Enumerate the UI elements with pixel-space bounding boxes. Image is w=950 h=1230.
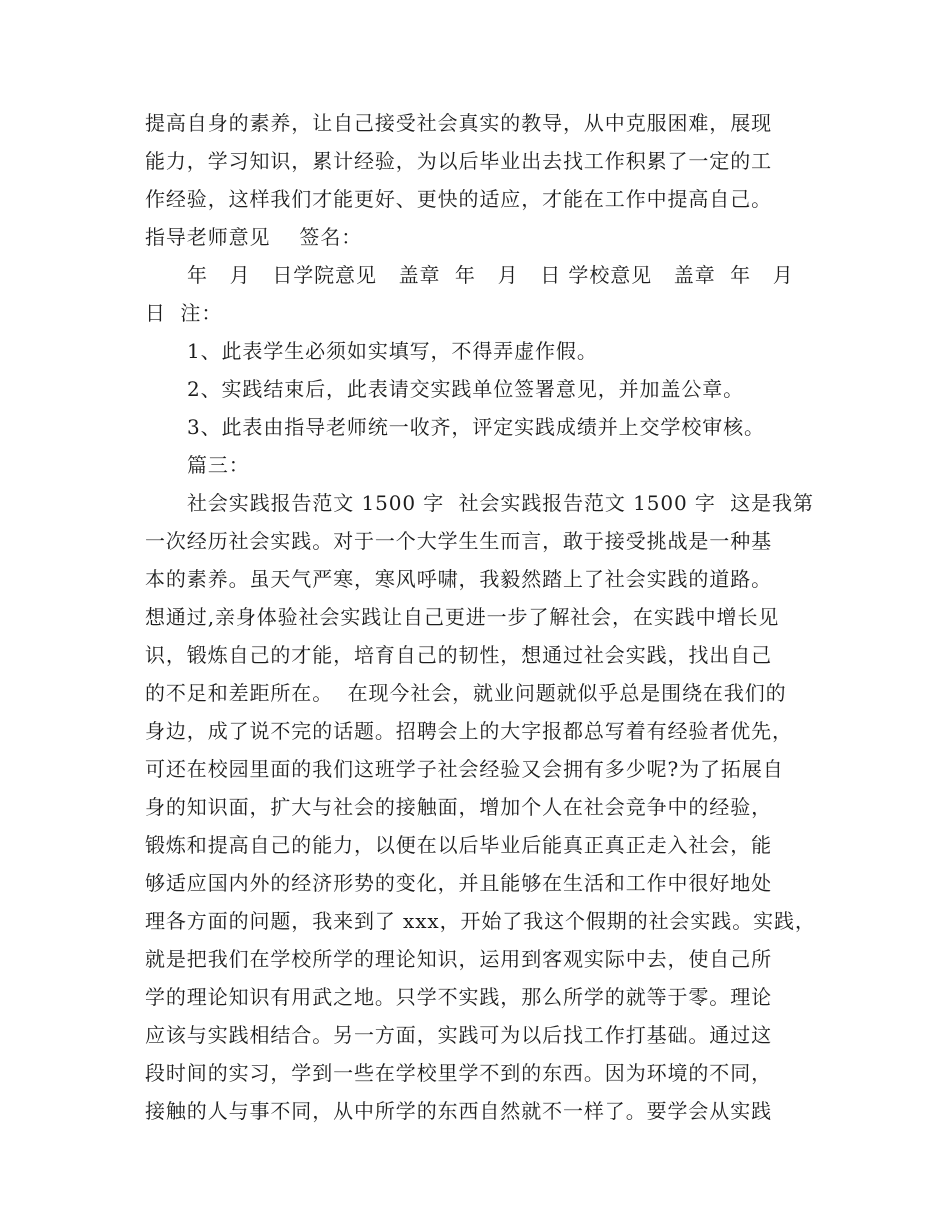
text-line: 就是把我们在学校所学的理论知识，运用到客观实际中去，使自己所 — [145, 947, 772, 971]
text-line: 的不足和差距所在。 在现今社会，就业问题就似乎总是围绕在我们的 — [145, 681, 787, 705]
text-line: 身边，成了说不完的话题。招聘会上的大字报都总写着有经验者优先， — [145, 719, 793, 743]
note-item: 3、此表由指导老师统一收齐，评定实践成绩并上交学校审核。 — [187, 415, 765, 439]
text-line: 段时间的实习，学到一些在学校里学不到的东西。因为环境的不同， — [145, 1061, 772, 1085]
text-line: 可还在校园里面的我们这班学子社会经验又会拥有多少呢?为了拓展自 — [145, 757, 784, 781]
text-line: 想通过,亲身体验社会实践让自己更进一步了解社会，在实践中增长见 — [145, 605, 780, 629]
text-line: 社会实践报告范文 1500 字 社会实践报告范文 1500 字 这是我第 — [187, 491, 814, 515]
section-heading: 篇三： — [187, 453, 250, 477]
text-line: 能力，学习知识，累计经验，为以后毕业出去找工作积累了一定的工 — [145, 149, 772, 173]
text-line: 识，锻炼自己的才能，培育自己的韧性，想通过社会实践，找出自己 — [145, 643, 772, 667]
text-line: 够适应国内外的经济形势的变化，并且能够在生活和工作中很好地处 — [145, 871, 772, 895]
text-line: 身的知识面，扩大与社会的接触面，增加个人在社会竞争中的经验， — [145, 795, 772, 819]
text-line: 应该与实践相结合。另一方面，实践可为以后找工作打基础。通过这 — [145, 1023, 772, 1047]
text-line: 提高自身的素养，让自己接受社会真实的教导，从中克服困难，展现 — [145, 111, 772, 135]
text-line: 本的素养。虽天气严寒，寒风呼啸，我毅然踏上了社会实践的道路。 — [145, 567, 772, 591]
text-line: 锻炼和提高自己的能力，以便在以后毕业后能真正真正走入社会，能 — [145, 833, 772, 857]
date-seal-line: 年 月 日学院意见 盖章 年 月 日 学校意见 盖章 年 月 — [187, 263, 794, 287]
text-line: 一次经历社会实践。对于一个大学生生而言，敢于接受挑战是一种基 — [145, 529, 772, 553]
signature-line: 指导老师意见 签名： — [145, 225, 363, 249]
text-line: 理各方面的问题，我来到了 xxx，开始了我这个假期的社会实践。实践， — [145, 909, 816, 933]
note-item: 1、此表学生必须如实填写，不得弄虚作假。 — [187, 339, 598, 363]
text-line: 接触的人与事不同，从中所学的东西自然就不一样了。要学会从实践 — [145, 1099, 772, 1123]
text-line: 学的理论知识有用武之地。只学不实践，那么所学的就等于零。理论 — [145, 985, 772, 1009]
notes-heading: 日 注： — [145, 301, 223, 325]
text-line: 作经验，这样我们才能更好、更快的适应，才能在工作中提高自己。 — [145, 187, 772, 211]
note-item: 2、实践结束后，此表请交实践单位签署意见，并加盖公章。 — [187, 377, 745, 401]
